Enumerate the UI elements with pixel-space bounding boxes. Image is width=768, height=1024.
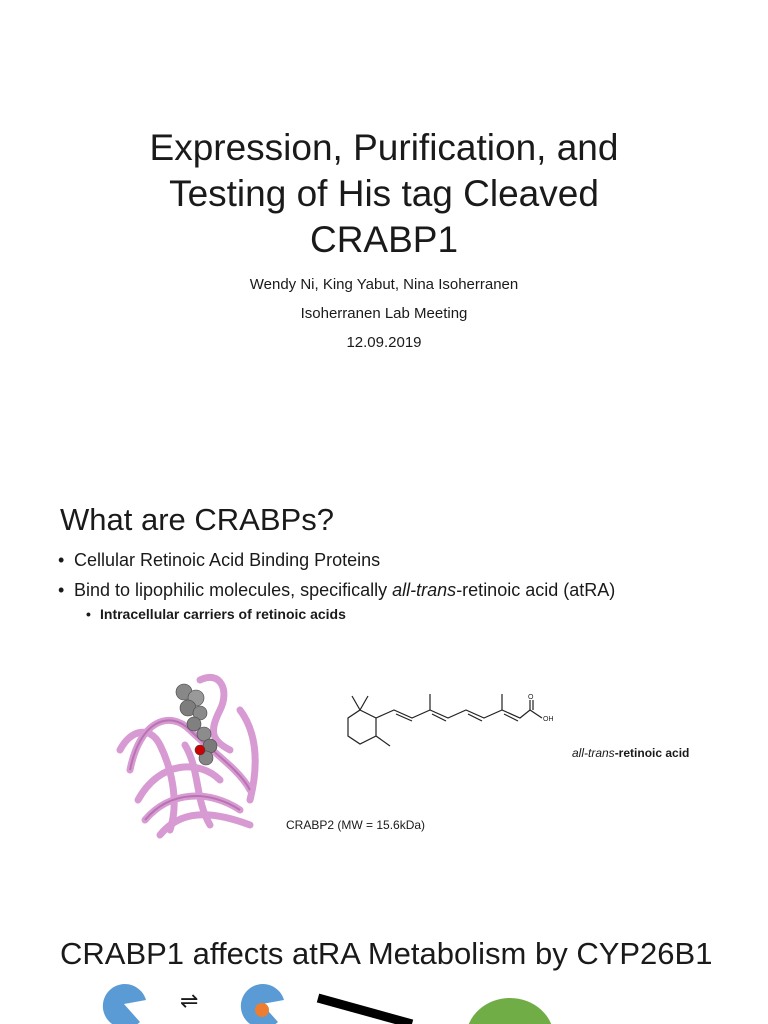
molecule-caption-text: -retinoic acid — [614, 746, 690, 760]
presentation-title — [0, 125, 768, 263]
date-text: 12.09.2019 — [346, 334, 422, 351]
cyp26b1-shape — [466, 998, 554, 1024]
molecule-caption-italic: all-trans — [572, 746, 615, 760]
title-line-2: Testing of His tag Cleaved — [169, 172, 599, 214]
subtitle-block — [0, 270, 768, 357]
binding-diagram — [100, 976, 600, 1024]
retinoic-acid-structure — [336, 690, 561, 760]
bullet-item: • Cellular Retinoic Acid Binding Proteins — [58, 550, 615, 571]
bullet-item — [58, 580, 615, 601]
title-slide — [0, 0, 768, 440]
hydroxyl-label: OH — [543, 716, 554, 723]
carbonyl-o-label: O — [528, 694, 534, 701]
bullet-italic-text: all-trans — [392, 580, 457, 600]
crabp1-shape-empty — [103, 984, 146, 1024]
authors-text: Wendy Ni, King Yabut, Nina Isoherranen — [249, 276, 519, 293]
slide-heading: CRABP1 affects atRA Metabolism by CYP26B1 — [60, 935, 713, 971]
protein-structure-image — [100, 650, 270, 845]
bullet-text: -retinoic acid (atRA) — [456, 580, 616, 600]
atra-ligand-dot — [255, 1003, 269, 1017]
molecule-caption — [572, 746, 689, 760]
metabolism-slide — [0, 880, 768, 1024]
equilibrium-arrow-icon: ⇌ — [180, 988, 199, 1013]
crabp-slide — [0, 440, 768, 880]
protein-caption: CRABP2 (MW = 15.6kDa) — [286, 818, 426, 832]
title-line-1: Expression, Purification, and — [149, 126, 619, 168]
bullet-list — [58, 550, 615, 622]
title-line-3: CRABP1 — [309, 218, 459, 260]
sub-bullet-item: • Intracellular carriers of retinoic acids — [86, 606, 615, 622]
meeting-text: Isoherranen Lab Meeting — [300, 305, 468, 322]
slide-heading: What are CRABPs? — [60, 501, 334, 537]
black-bar-arrow — [318, 998, 412, 1024]
bullet-text: Bind to lipophilic molecules, specifically — [74, 580, 393, 600]
